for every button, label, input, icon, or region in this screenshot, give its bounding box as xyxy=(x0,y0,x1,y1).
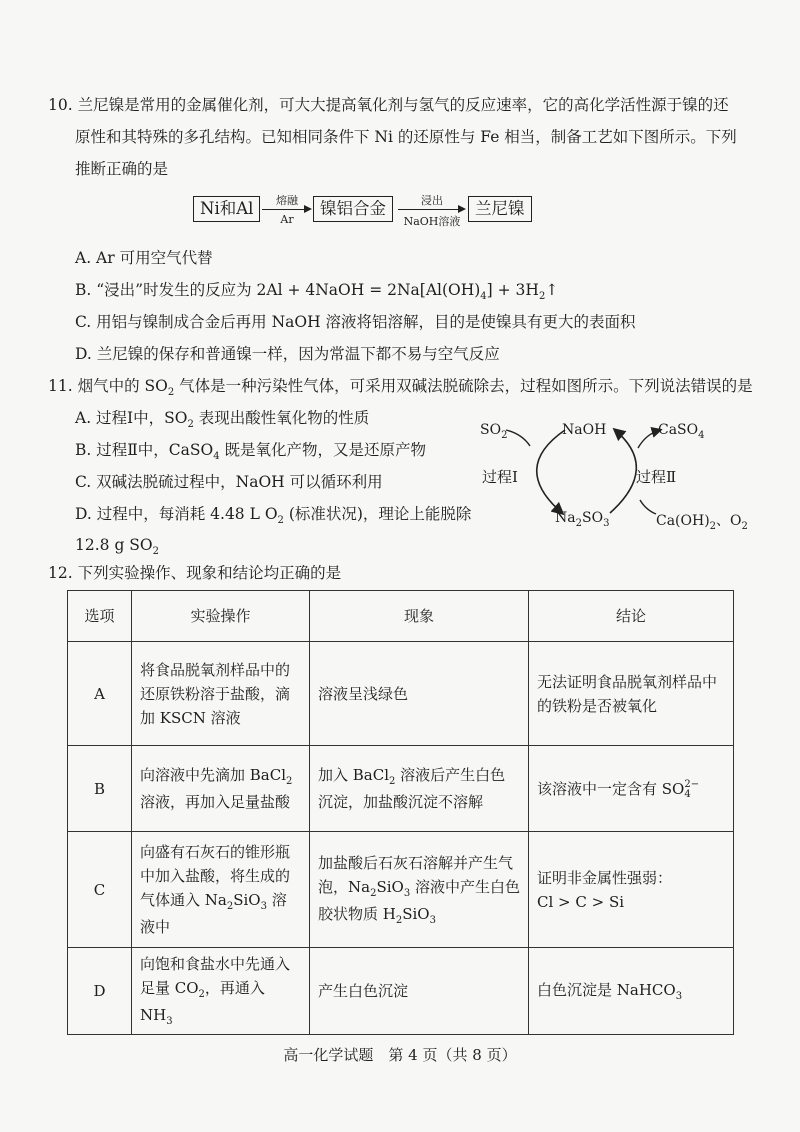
caoh2-inlet-line xyxy=(640,500,656,514)
flow-arrow-leach xyxy=(398,192,466,228)
row-a-conclusion: 无法证明食品脱氧剂样品中的铁粉是否被氧化 xyxy=(529,642,734,746)
diagram-so2-label: $SO_2$ xyxy=(480,422,508,441)
q11-option-b: B. 过程Ⅱ中，CaSO$_4$ 既是氧化产物，又是还原产物 xyxy=(75,441,427,463)
diagram-process1-label: 过程Ⅰ xyxy=(482,468,518,486)
table-row xyxy=(68,642,734,746)
row-a-operation: 将食品脱氧剂样品中的还原铁粉溶于盐酸，滴加 KSCN 溶液 xyxy=(132,642,310,746)
flow-arrow-melt xyxy=(262,192,312,228)
arrow-head-icon xyxy=(304,205,312,213)
right-arc-arrow xyxy=(610,430,636,513)
arrow-head-icon xyxy=(458,205,466,213)
flow-arrow2-top: 浸出 xyxy=(421,194,443,207)
row-a-option: A xyxy=(68,642,132,746)
flow-arrow2-line xyxy=(398,209,460,210)
left-arc-arrow xyxy=(537,430,565,513)
row-b-option: B xyxy=(68,746,132,832)
row-d-operation: 向饱和食盐水中先通入足量 $CO_2$，再通入 $NH_3$ xyxy=(132,948,310,1035)
row-d-phenomenon: 产生白色沉淀 xyxy=(310,948,529,1035)
q10-option-b: B. “浸出”时发生的反应为 2Al + 4NaOH = $2Na[Al(OH)_4]$ + $3H_2↑$ xyxy=(75,281,559,303)
header-conclusion: 结论 xyxy=(529,591,734,642)
experiment-table xyxy=(67,590,734,1035)
table-row xyxy=(68,832,734,948)
flow-arrow1-bottom: Ar xyxy=(280,213,294,226)
header-operation: 实验操作 xyxy=(132,591,310,642)
q10-option-c: C. 用铝与镍制成合金后再用 NaOH 溶液将铝溶解，目的是使镍具有更大的表面积 xyxy=(75,313,636,331)
diagram-caso4-label: CaSO$_4$ xyxy=(658,422,705,441)
q11-option-d: D. 过程中，每消耗 4.48 L $O_2$ (标准状况)，理论上能脱除 xyxy=(75,505,472,527)
q10-line1: 10. 兰尼镍是常用的金属催化剂，可大大提高氧化剂与氢气的反应速率，它的高化学活性源于镍的还 xyxy=(48,96,729,114)
q10-option-d: D. 兰尼镍的保存和普通镍一样，因为常温下都不易与空气反应 xyxy=(75,345,500,363)
table-header-row xyxy=(68,591,734,642)
q11-line1: 11. 烟气中的 $SO_2$ 气体是一种污染性气体，可采用双碱法脱硫除去，过程如图所示。下列说法错误的是 xyxy=(48,377,753,399)
diagram-process2-label: 过程Ⅱ xyxy=(636,468,677,486)
table-row xyxy=(68,746,734,832)
so2-inlet-line xyxy=(506,430,530,446)
q12-title: 12. 下列实验操作、现象和结论均正确的是 xyxy=(48,564,342,582)
diagram-na2so3-label: $Na_2SO_3$ xyxy=(555,510,610,529)
flow-arrow2-bottom: NaOH溶液 xyxy=(403,215,461,228)
q11-option-d-line2: 12.8 g $SO_2$ xyxy=(75,536,159,558)
table-row xyxy=(68,948,734,1035)
row-c-phenomenon: 加盐酸后石灰石溶解并产生气泡，$Na_2SiO_3$ 溶液中产生白色胶状物质 $H_2SiO_3$ xyxy=(310,832,529,948)
flow-box-alloy: 镍铝合金 xyxy=(313,196,393,222)
header-phenomenon: 现象 xyxy=(310,591,529,642)
diagram-naoh-label: NaOH xyxy=(562,422,607,438)
q11-option-a: A. 过程Ⅰ中，$SO_2$ 表现出酸性氧化物的性质 xyxy=(75,409,370,431)
row-b-phenomenon: 加入 BaCl$_2$ 溶液后产生白色沉淀，加盐酸沉淀不溶解 xyxy=(310,746,529,832)
row-c-operation: 向盛有石灰石的锥形瓶中加入盐酸，将生成的气体通入 $Na_2SiO_3$ 溶液中 xyxy=(132,832,310,948)
row-c-option: C xyxy=(68,832,132,948)
row-a-phenomenon: 溶液呈浅绿色 xyxy=(310,642,529,746)
q11-option-c: C. 双碱法脱硫过程中，NaOH 可以循环利用 xyxy=(75,473,383,491)
q10-line2: 原性和其特殊的多孔结构。已知相同条件下 Ni 的还原性与 Fe 相当，制备工艺如下图所示。下列 xyxy=(75,128,737,146)
row-b-operation: 向溶液中先滴加 BaCl$_2$ 溶液，再加入足量盐酸 xyxy=(132,746,310,832)
row-d-conclusion: 白色沉淀是 NaHCO$_3$ xyxy=(529,948,734,1035)
flow-arrow1-line xyxy=(262,209,306,210)
caso4-outlet-line xyxy=(638,430,660,448)
header-option: 选项 xyxy=(68,591,132,642)
flow-box-raney-ni: 兰尼镍 xyxy=(468,196,532,222)
flow-arrow1-top: 熔融 xyxy=(276,194,298,207)
flow-box-ni-al: Ni和Al xyxy=(193,196,260,222)
q10-line3: 推断正确的是 xyxy=(75,160,169,178)
diagram-caoh2-o2-label: $Ca(OH)_2$、$O_2$ xyxy=(656,513,748,532)
row-d-option: D xyxy=(68,948,132,1035)
row-b-conclusion: 该溶液中一定含有 SO 2− 4 xyxy=(529,746,734,832)
row-c-conclusion: 证明非金属性强弱： Cl > C > Si xyxy=(529,832,734,948)
page-footer: 高一化学试题 第 4 页（共 8 页） xyxy=(283,1046,517,1064)
q10-option-a: A. Ar 可用空气代替 xyxy=(75,249,213,267)
